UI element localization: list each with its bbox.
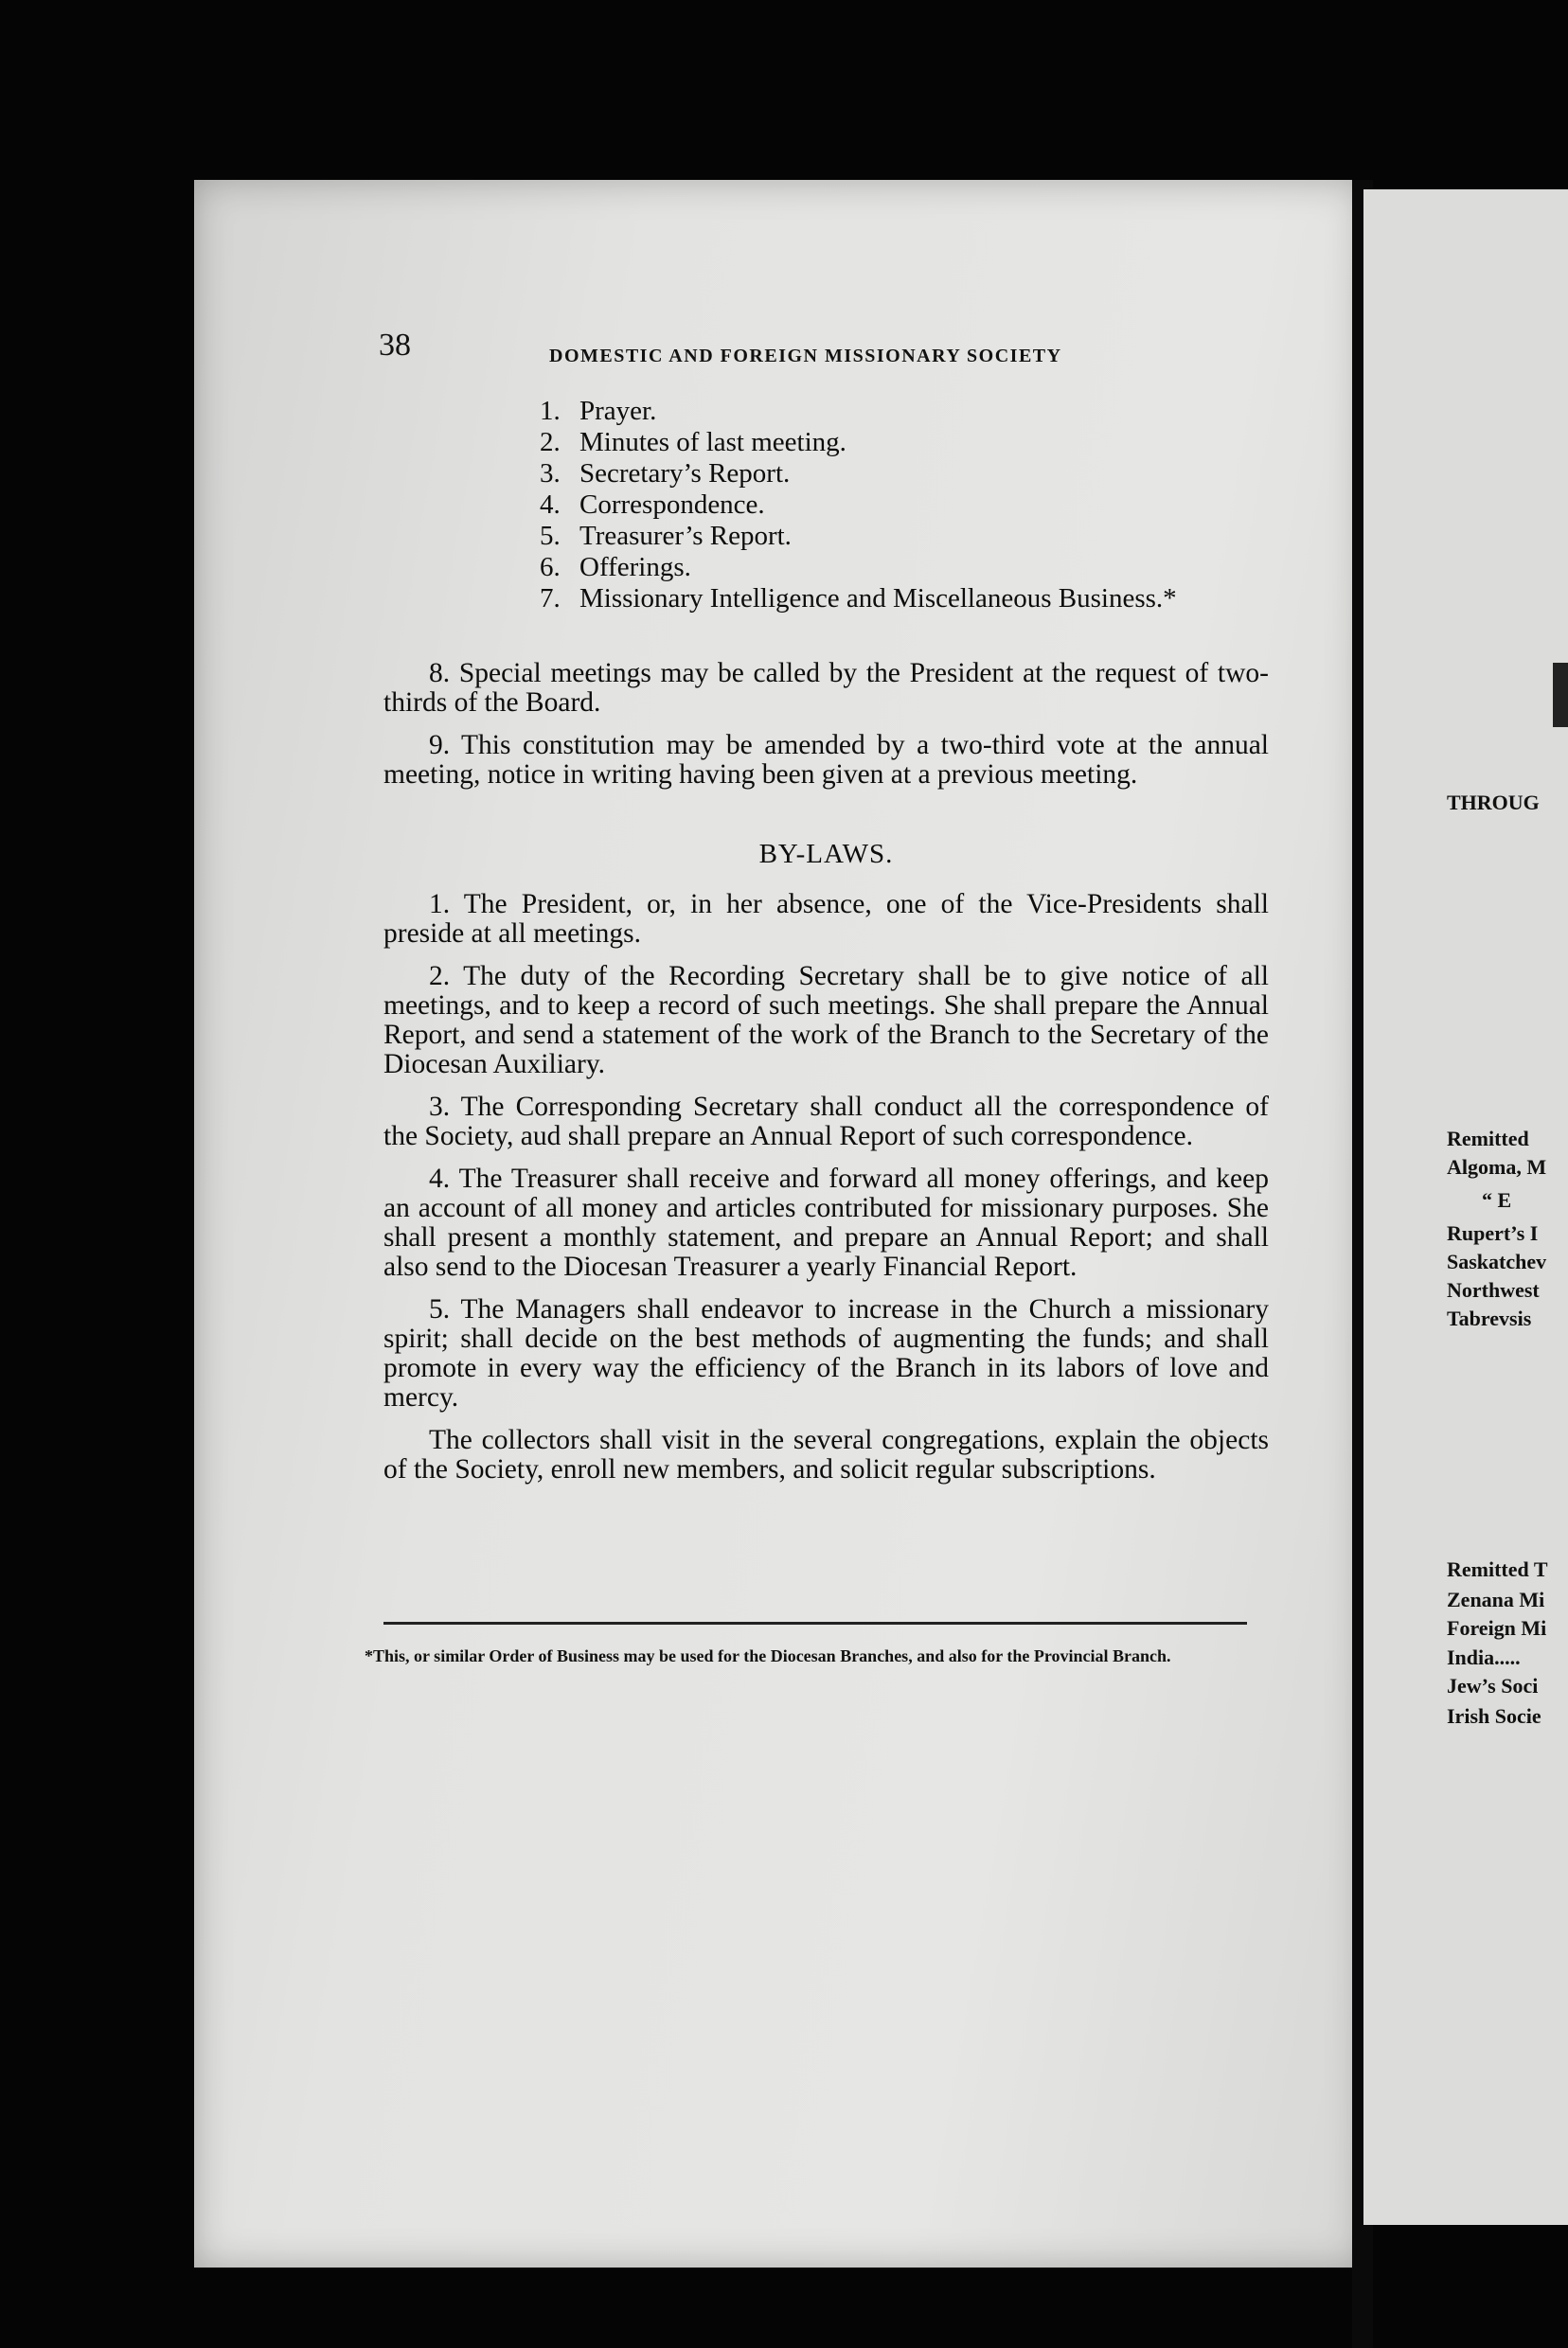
right-list-item: Tabrevsis (1447, 1307, 1532, 1330)
right-list-item: Foreign Mi (1447, 1616, 1547, 1640)
bylaw-paragraph: 4. The Treasurer shall receive and forward all money offerings, and keep an account of all money and articles contributed for missionary purposes. She shall present a monthly statement, and prepare an Annual Report; and shall also send to the Diocesan Treasurer a yearly Financial Report. (383, 1164, 1269, 1282)
list-item: 1. Prayer. (540, 396, 657, 426)
bylaws-title: BY-LAWS. (758, 839, 894, 869)
paragraph: 8. Special meetings may be called by the President at the request of two-thirds of the Board. (383, 658, 1269, 718)
right-heading-fragment: THROUG (1447, 791, 1540, 814)
bylaws-body (383, 890, 1269, 1485)
right-list-item: Saskatchev (1447, 1250, 1547, 1273)
list-item: 5. Treasurer’s Report. (540, 521, 792, 551)
bylaw-paragraph: 2. The duty of the Recording Secretary shall be to give notice of all meetings, and to keep a record of such meetings. She shall prepare the Annual Report, and send a statement of the work of the Branch to the Secretary of the Diocesan Auxiliary. (383, 961, 1269, 1079)
list-item: 4. Correspondence. (540, 489, 765, 520)
right-list-item: Northwest (1447, 1278, 1540, 1302)
right-list-item: “ E (1482, 1188, 1512, 1212)
right-list-item: Irish Socie (1447, 1704, 1541, 1728)
large-initial-fragment (1553, 663, 1568, 727)
right-list-item: Jew’s Soci (1447, 1674, 1539, 1698)
right-list-item: Rupert’s I (1447, 1221, 1539, 1245)
footnote-rule (383, 1622, 1247, 1625)
list-item: 6. Offerings. (540, 552, 691, 582)
bylaw-paragraph: The collectors shall visit in the several congregations, explain the objects of the Society, enroll new members, and solicit regular subscriptions. (383, 1425, 1269, 1485)
running-head: DOMESTIC AND FOREIGN MISSIONARY SOCIETY (549, 346, 1062, 366)
right-list-item: Zenana Mi (1447, 1588, 1545, 1611)
paragraph: 9. This constitution may be amended by a two-third vote at the annual meeting, notice in writing having been given at a previous meeting. (383, 730, 1269, 790)
bylaw-paragraph: 1. The President, or, in her absence, one of the Vice-Presidents shall preside at all meetings. (383, 889, 1269, 949)
bylaw-paragraph: 5. The Managers shall endeavor to increase in the Church a missionary spirit; shall decide on the best methods of augmenting the funds; and shall promote in every way the efficiency of the Branch in its labors of love and mercy. (383, 1294, 1269, 1413)
right-list-item: India..... (1447, 1645, 1521, 1669)
bylaw-paragraph: 3. The Corresponding Secretary shall conduct all the correspondence of the Society, aud shall prepare an Annual Report of such correspondence. (383, 1092, 1269, 1151)
footnote: *This, or similar Order of Business may be used for the Diocesan Branches, and also for the Provincial Branch. (365, 1646, 1171, 1665)
right-list-item: Algoma, M (1447, 1155, 1547, 1179)
list-item: 2. Minutes of last meeting. (540, 427, 846, 457)
right-list-item: Remitted T (1447, 1557, 1548, 1581)
right-list-item: Remitted (1447, 1127, 1529, 1150)
constitution-paragraphs (383, 659, 1269, 790)
page-number: 38 (379, 328, 411, 363)
list-item: 7. Missionary Intelligence and Miscellaneous Business.* (540, 583, 1177, 614)
right-page (1363, 189, 1568, 2225)
list-item: 3. Secretary’s Report. (540, 458, 791, 489)
order-of-business-list (540, 396, 1177, 614)
